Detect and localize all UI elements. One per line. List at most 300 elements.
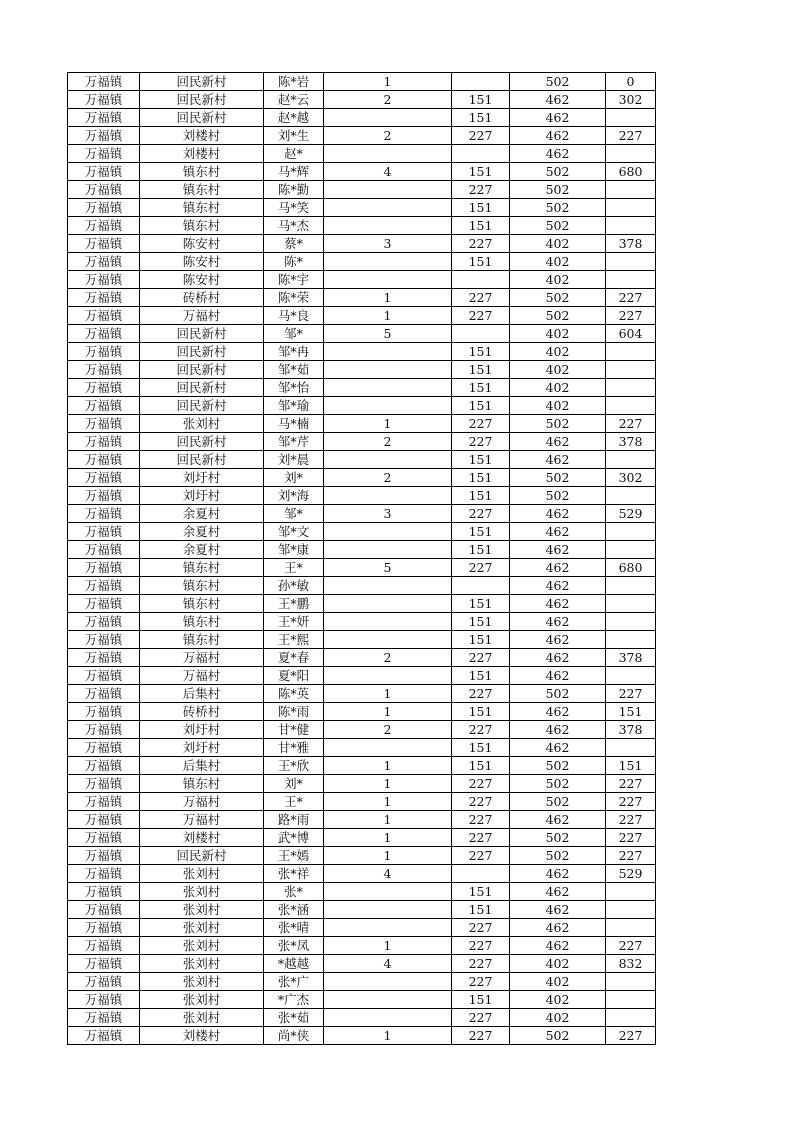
town-cell: 万福镇 [68,253,140,271]
village-cell: 镇东村 [140,181,264,199]
amount-a-cell: 151 [452,739,510,757]
table-row [68,289,656,307]
name-cell: 张*凤 [264,937,324,955]
amount-a-cell: 151 [452,883,510,901]
town-cell: 万福镇 [68,703,140,721]
village-cell: 张刘村 [140,415,264,433]
name-cell: 陈*雨 [264,703,324,721]
table-row [68,361,656,379]
amount-a-cell: 227 [452,793,510,811]
total-cell: 529 [606,865,656,883]
town-cell: 万福镇 [68,433,140,451]
household-size-cell: 2 [324,433,452,451]
town-cell: 万福镇 [68,559,140,577]
table-row [68,1027,656,1045]
table-row [68,487,656,505]
amount-a-cell: 227 [452,649,510,667]
village-cell: 余夏村 [140,523,264,541]
table-row [68,721,656,739]
table-row [68,811,656,829]
amount-b-cell: 462 [510,919,606,937]
household-size-cell: 1 [324,937,452,955]
household-size-cell: 2 [324,127,452,145]
amount-b-cell: 462 [510,649,606,667]
household-size-cell [324,361,452,379]
amount-a-cell [452,145,510,163]
name-cell: 邹* [264,325,324,343]
amount-b-cell: 462 [510,667,606,685]
table-row [68,109,656,127]
table-row [68,415,656,433]
name-cell: 邹*怡 [264,379,324,397]
household-size-cell: 1 [324,73,452,91]
name-cell: 甘*雅 [264,739,324,757]
household-size-cell: 1 [324,775,452,793]
village-cell: 回民新村 [140,433,264,451]
name-cell: 刘*生 [264,127,324,145]
town-cell: 万福镇 [68,973,140,991]
name-cell: 王*欣 [264,757,324,775]
village-cell: 陈安村 [140,271,264,289]
household-size-cell [324,883,452,901]
village-cell: 回民新村 [140,343,264,361]
amount-b-cell: 462 [510,883,606,901]
name-cell: 张*广 [264,973,324,991]
total-cell [606,991,656,1009]
amount-b-cell: 402 [510,955,606,973]
amount-b-cell: 402 [510,235,606,253]
household-size-cell [324,1009,452,1027]
village-cell: 回民新村 [140,325,264,343]
amount-a-cell: 151 [452,613,510,631]
total-cell: 378 [606,649,656,667]
total-cell [606,595,656,613]
amount-b-cell: 462 [510,127,606,145]
village-cell: 镇东村 [140,163,264,181]
amount-b-cell: 502 [510,793,606,811]
village-cell: 镇东村 [140,577,264,595]
amount-b-cell: 402 [510,1009,606,1027]
total-cell: 604 [606,325,656,343]
table-row [68,181,656,199]
household-size-cell: 1 [324,811,452,829]
name-cell: 陈*荣 [264,289,324,307]
amount-a-cell: 227 [452,829,510,847]
amount-b-cell: 462 [510,811,606,829]
village-cell: 张刘村 [140,991,264,1009]
name-cell: 刘* [264,775,324,793]
table-row [68,271,656,289]
village-cell: 张刘村 [140,919,264,937]
household-size-cell [324,271,452,289]
household-size-cell: 3 [324,505,452,523]
village-cell: 刘圩村 [140,469,264,487]
total-cell: 227 [606,829,656,847]
amount-b-cell: 502 [510,163,606,181]
total-cell [606,109,656,127]
table-row [68,343,656,361]
name-cell: 邹*芹 [264,433,324,451]
village-cell: 万福村 [140,307,264,325]
table-row [68,577,656,595]
name-cell: 赵*云 [264,91,324,109]
total-cell: 378 [606,721,656,739]
name-cell: 张*晴 [264,919,324,937]
amount-a-cell: 227 [452,955,510,973]
name-cell: 路*雨 [264,811,324,829]
table-row [68,163,656,181]
village-cell: 砖桥村 [140,289,264,307]
total-cell [606,271,656,289]
name-cell: 邹* [264,505,324,523]
name-cell: 陈*英 [264,685,324,703]
total-cell: 227 [606,307,656,325]
amount-b-cell: 462 [510,631,606,649]
amount-b-cell: 502 [510,487,606,505]
household-size-cell [324,613,452,631]
town-cell: 万福镇 [68,127,140,145]
household-size-cell: 4 [324,865,452,883]
table-row [68,523,656,541]
amount-a-cell: 227 [452,847,510,865]
town-cell: 万福镇 [68,487,140,505]
amount-b-cell: 502 [510,217,606,235]
name-cell: 马*良 [264,307,324,325]
amount-b-cell: 462 [510,433,606,451]
table-row [68,919,656,937]
town-cell: 万福镇 [68,415,140,433]
amount-b-cell: 402 [510,343,606,361]
household-size-cell [324,523,452,541]
household-size-cell: 2 [324,91,452,109]
name-cell: 赵* [264,145,324,163]
amount-b-cell: 502 [510,307,606,325]
town-cell: 万福镇 [68,739,140,757]
town-cell: 万福镇 [68,271,140,289]
total-cell: 680 [606,559,656,577]
data-table [67,72,656,1045]
total-cell: 529 [606,505,656,523]
name-cell: 孙*敏 [264,577,324,595]
name-cell: 陈* [264,253,324,271]
amount-b-cell: 402 [510,271,606,289]
amount-a-cell: 151 [452,901,510,919]
household-size-cell: 2 [324,721,452,739]
total-cell [606,973,656,991]
town-cell: 万福镇 [68,577,140,595]
name-cell: 邹*瑜 [264,397,324,415]
amount-a-cell: 227 [452,973,510,991]
amount-a-cell: 151 [452,541,510,559]
amount-a-cell: 227 [452,289,510,307]
amount-b-cell: 402 [510,325,606,343]
name-cell: 蔡* [264,235,324,253]
amount-b-cell: 402 [510,253,606,271]
name-cell: 刘*晨 [264,451,324,469]
amount-b-cell: 462 [510,703,606,721]
table-row [68,469,656,487]
village-cell: 镇东村 [140,199,264,217]
table-row [68,739,656,757]
amount-a-cell: 151 [452,163,510,181]
name-cell: 王*熙 [264,631,324,649]
amount-b-cell: 502 [510,73,606,91]
amount-b-cell: 502 [510,847,606,865]
total-cell: 302 [606,469,656,487]
amount-b-cell: 502 [510,289,606,307]
household-size-cell [324,487,452,505]
amount-b-cell: 462 [510,559,606,577]
amount-a-cell: 227 [452,919,510,937]
household-size-cell [324,919,452,937]
amount-a-cell: 227 [452,1009,510,1027]
total-cell [606,1009,656,1027]
name-cell: 夏*阳 [264,667,324,685]
name-cell: 马*楠 [264,415,324,433]
amount-b-cell: 462 [510,109,606,127]
total-cell [606,253,656,271]
amount-b-cell: 462 [510,577,606,595]
name-cell: 陈*岩 [264,73,324,91]
village-cell: 回民新村 [140,847,264,865]
table-row [68,145,656,163]
amount-a-cell [452,73,510,91]
amount-a-cell: 151 [452,469,510,487]
amount-a-cell: 227 [452,433,510,451]
name-cell: 邹*康 [264,541,324,559]
table-row [68,127,656,145]
total-cell: 680 [606,163,656,181]
name-cell: 马*笑 [264,199,324,217]
amount-b-cell: 502 [510,829,606,847]
total-cell: 227 [606,685,656,703]
table-row [68,253,656,271]
household-size-cell [324,667,452,685]
amount-a-cell: 151 [452,595,510,613]
name-cell: 赵*越 [264,109,324,127]
amount-b-cell: 462 [510,541,606,559]
amount-b-cell: 402 [510,973,606,991]
household-size-cell [324,397,452,415]
town-cell: 万福镇 [68,73,140,91]
total-cell [606,487,656,505]
table-row [68,505,656,523]
total-cell [606,613,656,631]
town-cell: 万福镇 [68,505,140,523]
household-size-cell [324,973,452,991]
total-cell: 227 [606,289,656,307]
village-cell: 陈安村 [140,235,264,253]
total-cell [606,217,656,235]
town-cell: 万福镇 [68,1009,140,1027]
amount-b-cell: 502 [510,181,606,199]
amount-a-cell [452,577,510,595]
total-cell: 227 [606,847,656,865]
village-cell: 后集村 [140,757,264,775]
village-cell: 张刘村 [140,883,264,901]
total-cell: 832 [606,955,656,973]
household-size-cell: 1 [324,1027,452,1045]
total-cell: 378 [606,235,656,253]
village-cell: 回民新村 [140,91,264,109]
town-cell: 万福镇 [68,325,140,343]
name-cell: 马*杰 [264,217,324,235]
amount-a-cell: 227 [452,775,510,793]
amount-a-cell: 151 [452,199,510,217]
town-cell: 万福镇 [68,145,140,163]
amount-a-cell: 151 [452,667,510,685]
household-size-cell [324,217,452,235]
total-cell [606,523,656,541]
total-cell [606,631,656,649]
household-size-cell: 1 [324,307,452,325]
town-cell: 万福镇 [68,613,140,631]
town-cell: 万福镇 [68,91,140,109]
town-cell: 万福镇 [68,793,140,811]
total-cell [606,541,656,559]
name-cell: 夏*春 [264,649,324,667]
amount-b-cell: 462 [510,721,606,739]
total-cell [606,145,656,163]
name-cell: 王*嫣 [264,847,324,865]
village-cell: 刘楼村 [140,145,264,163]
total-cell: 227 [606,793,656,811]
town-cell: 万福镇 [68,199,140,217]
table-row [68,613,656,631]
table-row [68,433,656,451]
table-row [68,937,656,955]
total-cell: 0 [606,73,656,91]
town-cell: 万福镇 [68,883,140,901]
household-size-cell: 5 [324,559,452,577]
name-cell: 马*辉 [264,163,324,181]
household-size-cell [324,739,452,757]
town-cell: 万福镇 [68,829,140,847]
total-cell: 151 [606,703,656,721]
table-row [68,757,656,775]
name-cell: 张* [264,883,324,901]
village-cell: 回民新村 [140,109,264,127]
village-cell: 后集村 [140,685,264,703]
name-cell: 武*博 [264,829,324,847]
amount-b-cell: 462 [510,91,606,109]
town-cell: 万福镇 [68,901,140,919]
table-row [68,955,656,973]
town-cell: 万福镇 [68,451,140,469]
total-cell [606,901,656,919]
name-cell: 刘* [264,469,324,487]
amount-b-cell: 462 [510,523,606,541]
town-cell: 万福镇 [68,289,140,307]
amount-b-cell: 462 [510,901,606,919]
household-size-cell [324,991,452,1009]
table-row [68,451,656,469]
table-row [68,559,656,577]
amount-a-cell: 151 [452,91,510,109]
name-cell: 张*涵 [264,901,324,919]
amount-a-cell [452,271,510,289]
name-cell: *越越 [264,955,324,973]
amount-b-cell: 402 [510,379,606,397]
total-cell [606,667,656,685]
household-size-cell [324,451,452,469]
name-cell: *广杰 [264,991,324,1009]
name-cell: 邹*冉 [264,343,324,361]
amount-b-cell: 462 [510,595,606,613]
name-cell: 张*茹 [264,1009,324,1027]
table-row [68,307,656,325]
village-cell: 镇东村 [140,217,264,235]
amount-b-cell: 462 [510,505,606,523]
table-row [68,685,656,703]
amount-a-cell: 227 [452,415,510,433]
household-size-cell [324,343,452,361]
town-cell: 万福镇 [68,685,140,703]
name-cell: 陈*宇 [264,271,324,289]
village-cell: 刘圩村 [140,721,264,739]
table-row [68,595,656,613]
table-row [68,199,656,217]
amount-b-cell: 462 [510,145,606,163]
amount-a-cell: 227 [452,721,510,739]
amount-a-cell [452,865,510,883]
amount-a-cell: 151 [452,451,510,469]
town-cell: 万福镇 [68,109,140,127]
amount-b-cell: 462 [510,937,606,955]
village-cell: 镇东村 [140,613,264,631]
table-row [68,379,656,397]
table-row [68,649,656,667]
total-cell [606,451,656,469]
table-row [68,325,656,343]
amount-a-cell: 151 [452,703,510,721]
household-size-cell [324,901,452,919]
total-cell [606,397,656,415]
household-size-cell [324,541,452,559]
name-cell: 陈*勤 [264,181,324,199]
town-cell: 万福镇 [68,163,140,181]
table-row [68,541,656,559]
town-cell: 万福镇 [68,775,140,793]
village-cell: 刘楼村 [140,829,264,847]
total-cell [606,181,656,199]
household-size-cell: 5 [324,325,452,343]
name-cell: 王*妍 [264,613,324,631]
total-cell [606,361,656,379]
amount-a-cell: 227 [452,559,510,577]
total-cell: 227 [606,775,656,793]
table-row [68,703,656,721]
village-cell: 张刘村 [140,865,264,883]
total-cell: 227 [606,415,656,433]
town-cell: 万福镇 [68,667,140,685]
town-cell: 万福镇 [68,181,140,199]
village-cell: 张刘村 [140,973,264,991]
village-cell: 张刘村 [140,1009,264,1027]
village-cell: 镇东村 [140,631,264,649]
household-size-cell [324,253,452,271]
town-cell: 万福镇 [68,937,140,955]
amount-a-cell: 227 [452,937,510,955]
household-size-cell [324,109,452,127]
household-size-cell: 4 [324,163,452,181]
table-row [68,1009,656,1027]
amount-a-cell: 227 [452,181,510,199]
table-row [68,973,656,991]
town-cell: 万福镇 [68,217,140,235]
village-cell: 镇东村 [140,595,264,613]
total-cell [606,379,656,397]
